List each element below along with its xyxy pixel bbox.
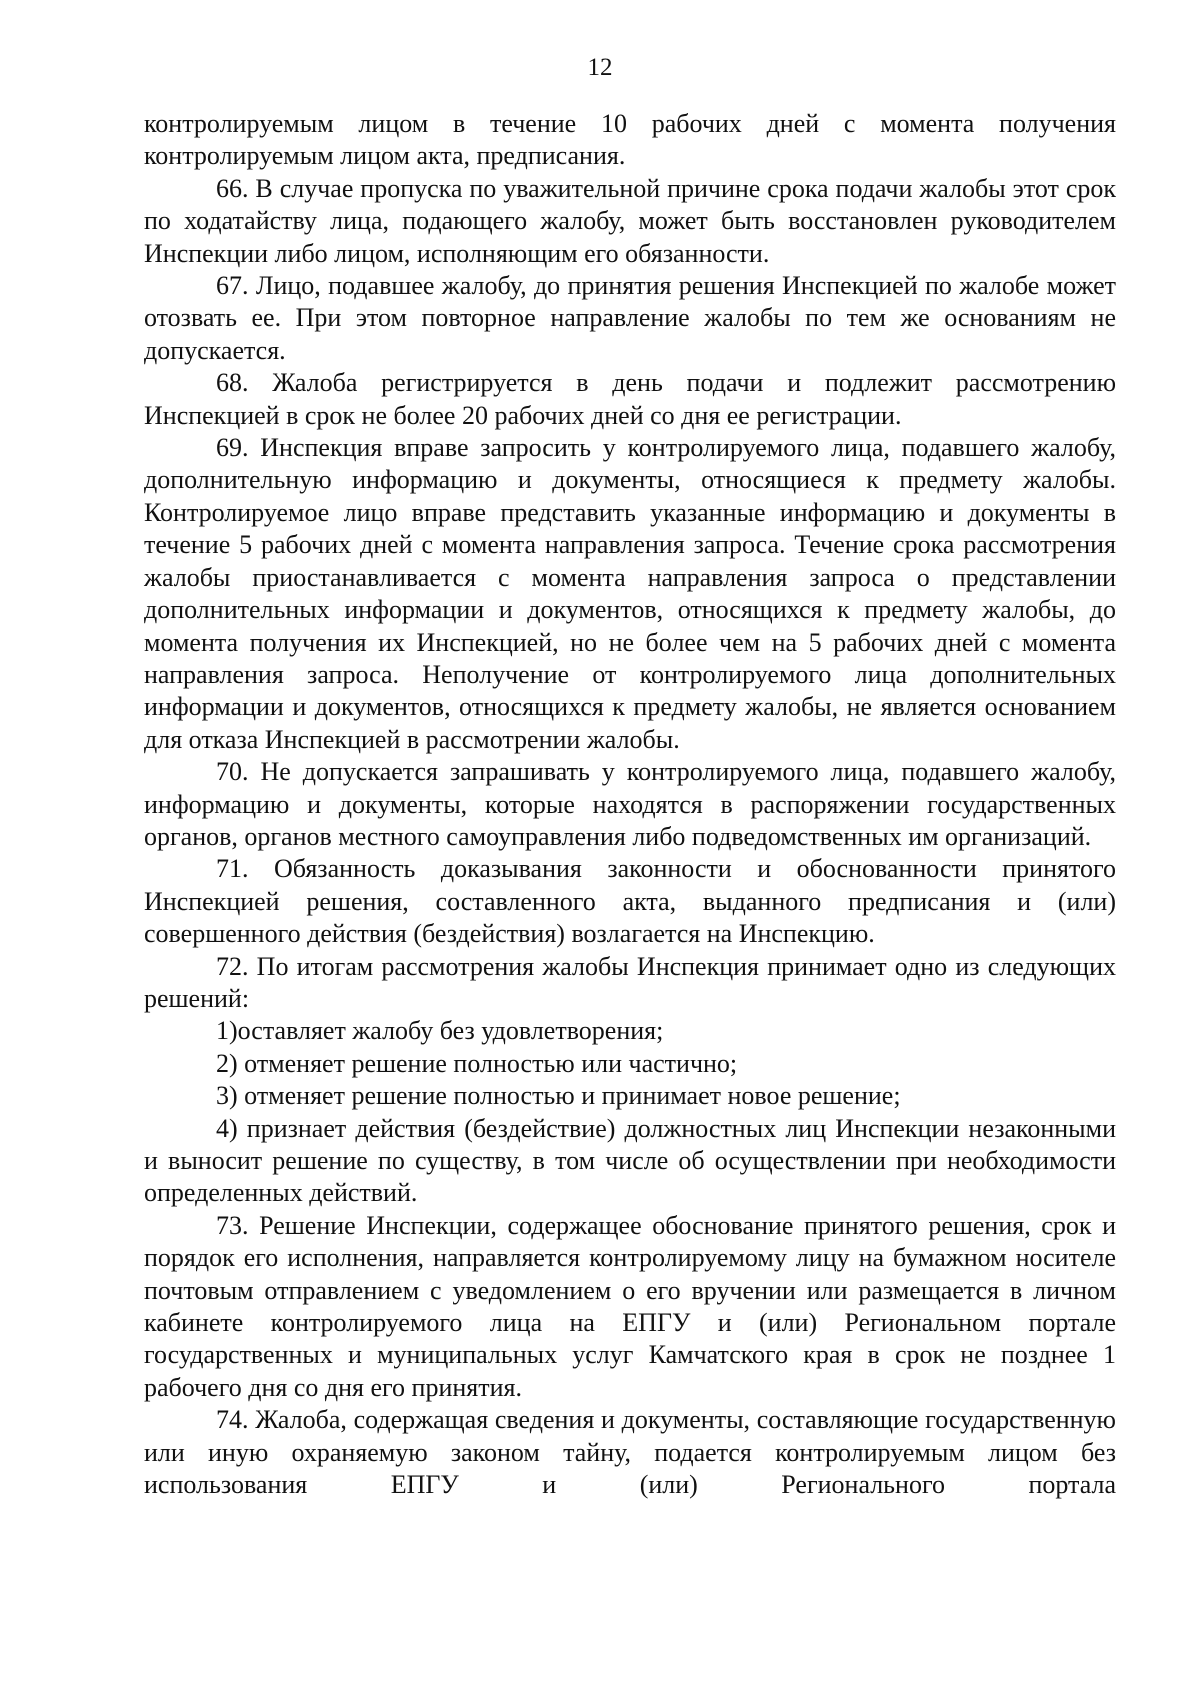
paragraph-71: 71. Обязанность доказывания законности и обоснованности принятого Инспекцией решения, составленного акта, выданного предписания и (или) совершенного действия (бездействия) возлагается на Инспекцию.: [144, 854, 1116, 949]
list-item-1: 1)оставляет жалобу без удовлетворения;: [216, 1016, 664, 1046]
paragraph-67: 67. Лицо, подавшее жалобу, до принятия решения Инспекцией по жалобе может отозвать ее. При этом повторное направление жалобы по тем же основаниям не допускается.: [144, 271, 1116, 365]
page-number: 12: [587, 54, 613, 81]
paragraph-66: 66. В случае пропуска по уважительной причине срока подачи жалобы этот срок по ходатайству лица, подающего жалобу, может быть восстановлен руководителем Инспекции либо лицом, исполняющим его обязанности.: [144, 173, 1116, 268]
paragraph-69: 69. Инспекция вправе запросить у контролируемого лица, подавшего жалобу, дополнительную информацию и документы, относящиеся к предмету жалобы. Контролируемое лицо вправе представить указанные информацию и документы в течение 5 рабочих дней с момента направления запроса. Течение срока рассмотрения жалобы приостанавливается с момента направления запроса о представлении дополнительных информации и документов, относящихся к предмету жалобы, до момента получения их Инспекцией, но не более чем на 5 рабочих дней с момента направления запроса. Неполучение от контролируемого лица дополнительных информации и документов, относящихся к предмету жалобы, не является основанием для отказа Инспекцией в рассмотрении жалобы.: [144, 433, 1116, 754]
paragraph-73: 73. Решение Инспекции, содержащее обоснование принятого решения, срок и порядок его исполнения, направляется контролируемому лицу на бумажном носителе почтовым отправлением с уведомлением о его вручении или размещается в личном кабинете контролируемого лица на ЕПГУ и (или) Региональном портале государственных и муниципальных услуг Камчатского края в срок не позднее 1 рабочего дня со дня его принятия.: [144, 1210, 1116, 1402]
list-item-3: 3) отменяет решение полностью и принимает новое решение;: [216, 1081, 901, 1111]
list-item-2: 2) отменяет решение полностью или частично;: [216, 1048, 738, 1078]
document-body: [144, 108, 1116, 1501]
paragraph-continuation: контролируемым лицом в течение 10 рабочих дней с момента получения контролируемым лицом акта, предписания.: [144, 109, 1116, 171]
paragraph-72: 72. По итогам рассмотрения жалобы Инспекция принимает одно из следующих решений:: [144, 951, 1116, 1013]
paragraph-74: 74. Жалоба, содержащая сведения и документы, составляющие государственную или иную охраняемую законом тайну, подается контролируемым лицом без использования ЕПГУ и (или) Регионального портала: [144, 1405, 1116, 1500]
paragraph-70: 70. Не допускается запрашивать у контролируемого лица, подавшего жалобу, информацию и документы, которые находятся в распоряжении государственных органов, органов местного самоуправления либо подведомственных им организаций.: [144, 757, 1116, 851]
list-item-4: 4) признает действия (бездействие) должностных лиц Инспекции незаконными и выносит решение по существу, в том числе об осуществлении при необходимости определенных действий.: [144, 1113, 1116, 1208]
paragraph-68: 68. Жалоба регистрируется в день подачи и подлежит рассмотрению Инспекцией в срок не более 20 рабочих дней со дня ее регистрации.: [144, 368, 1116, 430]
